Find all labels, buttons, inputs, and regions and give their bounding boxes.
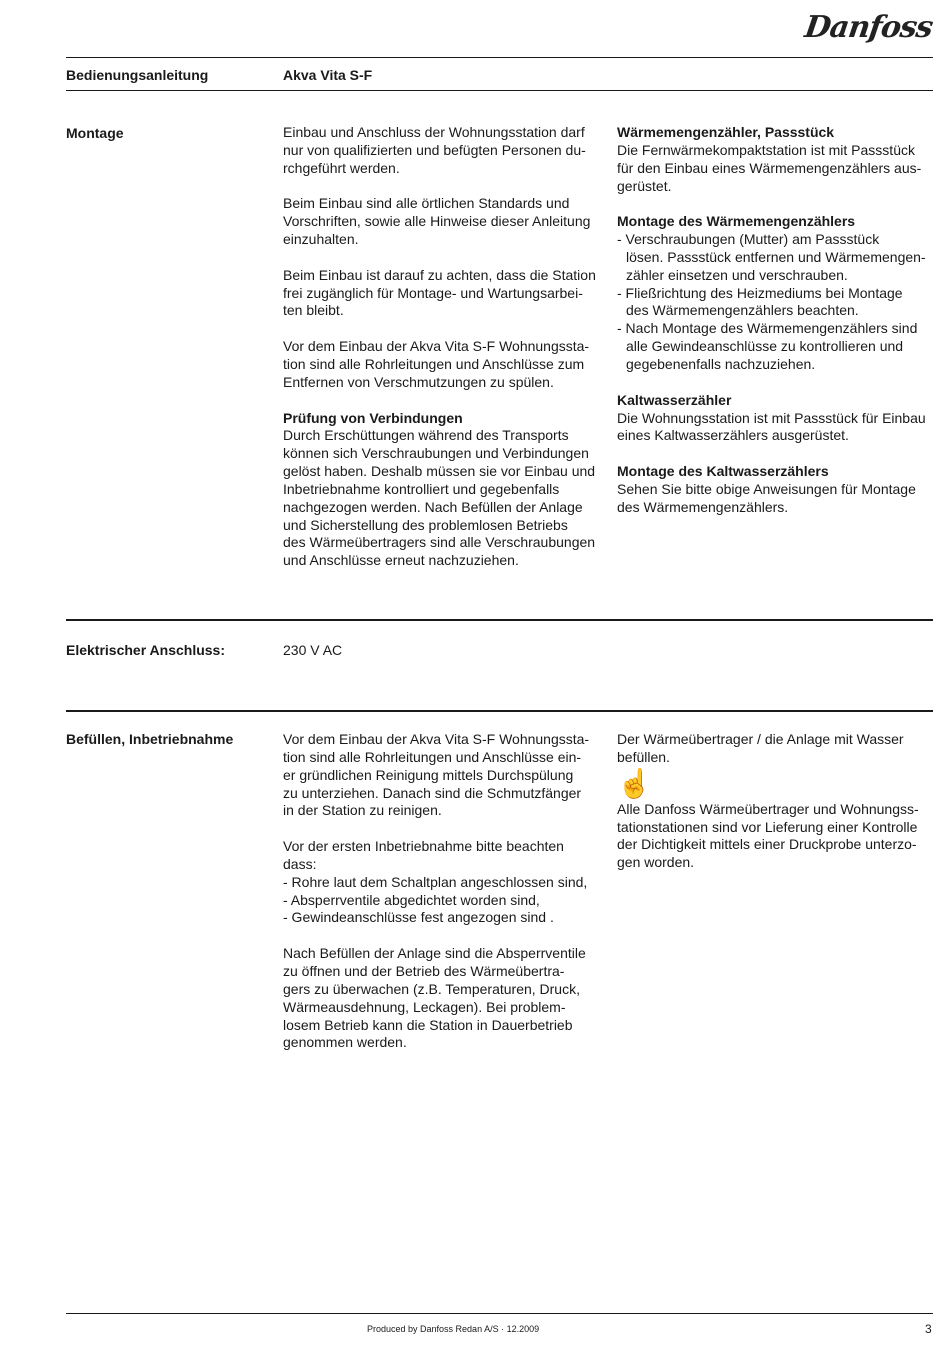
befuellen-paragraph-first-start: Vor der ersten Inbetriebnahme bitte beachten dass: [283,838,564,872]
montage-column-2 [617,124,933,517]
section-title-elektrisch: Elektrischer Anschluss: [66,642,225,658]
page-number: 3 [925,1322,932,1336]
montage-paragraph-flush: Vor dem Einbau der Akva Vita S-F Wohnungssta- tion sind alle Rohrleitungen und Anschlüsse zum Entfernen von Verschmutzungen zu spülen. [283,338,590,390]
hand-pointing-up-icon: ☝ [617,767,652,799]
heading-pruefung: Prüfung von Verbindungen [283,409,463,426]
header-product: Akva Vita S-F [283,67,373,83]
montage-paragraph-connections: Durch Erschüttungen während des Transports können sich Verschraubungen und Verbindungen gelöst haben. Deshalb müssen sie vor Einbau und Inbetriebnahme kontrolliert und gegebenfalls nachgezogen werden. Nach Befüllen der Anlage und Sicherstellung des problemlosen Betriebs des Wärmeübertragers sind alle Verschraubungen und Anschlüsse erneut nachzuziehen. [283,427,596,569]
footer-rule [66,1313,933,1314]
paragraph-passstueck: Die Fernwärmekompaktstation ist mit Passstück für den Einbau eines Wärmemengenzählers aus- gerüstet. [617,141,922,194]
befuellen-column-2 [617,731,933,872]
footer-producer: Produced by Danfoss Redan A/S · 12.2009 [367,1324,540,1334]
heading-montage-waermemengenzaehler: Montage des Wärmemengenzählers [617,213,856,230]
heading-montage-kaltwasserzaehler: Montage des Kaltwasserzählers [617,463,829,480]
montage-paragraph-qualified: Einbau und Anschluss der Wohnungsstation darf nur von qualifizierten und befügten Personen du- rchgeführt werden. [283,124,586,176]
section-title-befuellen: Befüllen, Inbetriebnahme [66,731,234,747]
section-title-montage: Montage [66,125,124,141]
befuellen-paragraph-monitor: Nach Befüllen der Anlage sind die Absperrventile zu öffnen und der Betrieb des Wärmeübertra- gers zu überwachen (z.B. Temperaturen, Druck, Wärmeausdehnung, Leckagen). Bei problem- losem Betrieb kann die Station in Dauerbetrieb genommen werden. [283,945,586,1051]
elektrisch-value: 230 V AC [283,642,343,658]
montage-column-1 [283,124,599,570]
befuellen-paragraph-pressure-test: Alle Danfoss Wärmeübertrager und Wohnungss- tationstationen sind vor Lieferung einer Kontrolle der Dichtigkeit mittels einer Druckprobe unterzo- gen worden. [617,800,919,871]
montage-paragraph-access: Beim Einbau ist darauf zu achten, dass die Station frei zugänglich für Montage- und Wartungsarbei- ten bleibt. [283,266,596,319]
befuellen-paragraph-fill-water: Der Wärmeübertrager / die Anlage mit Wasser befüllen. [617,731,904,765]
danfoss-logo: Danfoss [802,10,935,45]
heading-kaltwasserzaehler: Kaltwasserzähler [617,391,732,408]
header-doc-type: Bedienungsanleitung [66,67,209,83]
paragraph-kaltwasserzaehler: Die Wohnungsstation ist mit Passstück für Einbau eines Kaltwasserzählers ausgerüstet. [617,409,926,444]
befuellen-column-1 [283,731,594,1052]
header-bottom-rule [66,90,933,91]
montage-paragraph-standards: Beim Einbau sind alle örtlichen Standards und Vorschriften, sowie alle Hinweise dieser Anleitung einzuhalten. [283,195,591,248]
heading-waermemengenzaehler: Wärmemengenzähler, Passstück [617,124,835,140]
list-montage-steps: - Verschraubungen (Mutter) am Passstück lösen. Passstück entfernen und Wärmemengen- zähler einsetzen und verschrauben. - Fließrichtung des Heizmediums bei Montage des Wärmemengenzählers beachten. - Nach Montage des Wärmemengenzählers sind alle Gewindeanschlüsse zu kontrollieren und gegebenenfalls nachzuziehen. [617,231,926,372]
befuellen-checklist: - Rohre laut dem Schaltplan angeschlossen sind, - Absperrventile abgedichtet worden sind, - Gewindeanschlüsse fest angezogen sind . [283,873,588,926]
befuellen-paragraph-cleaning: Vor dem Einbau der Akva Vita S-F Wohnungssta- tion sind alle Rohrleitungen und Anschlüsse ein- er gründlichen Reinigung mittels Durchspülung zu unterziehen. Danach sind die Schmutzfänger in der Station zu reinigen. [283,731,590,819]
paragraph-montage-kaltwasserzaehler: Sehen Sie bitte obige Anweisungen für Montage des Wärmemengenzählers. [617,480,916,515]
header-top-rule [66,57,933,58]
rule-elektrisch [66,619,933,621]
rule-befuellen [66,710,933,712]
